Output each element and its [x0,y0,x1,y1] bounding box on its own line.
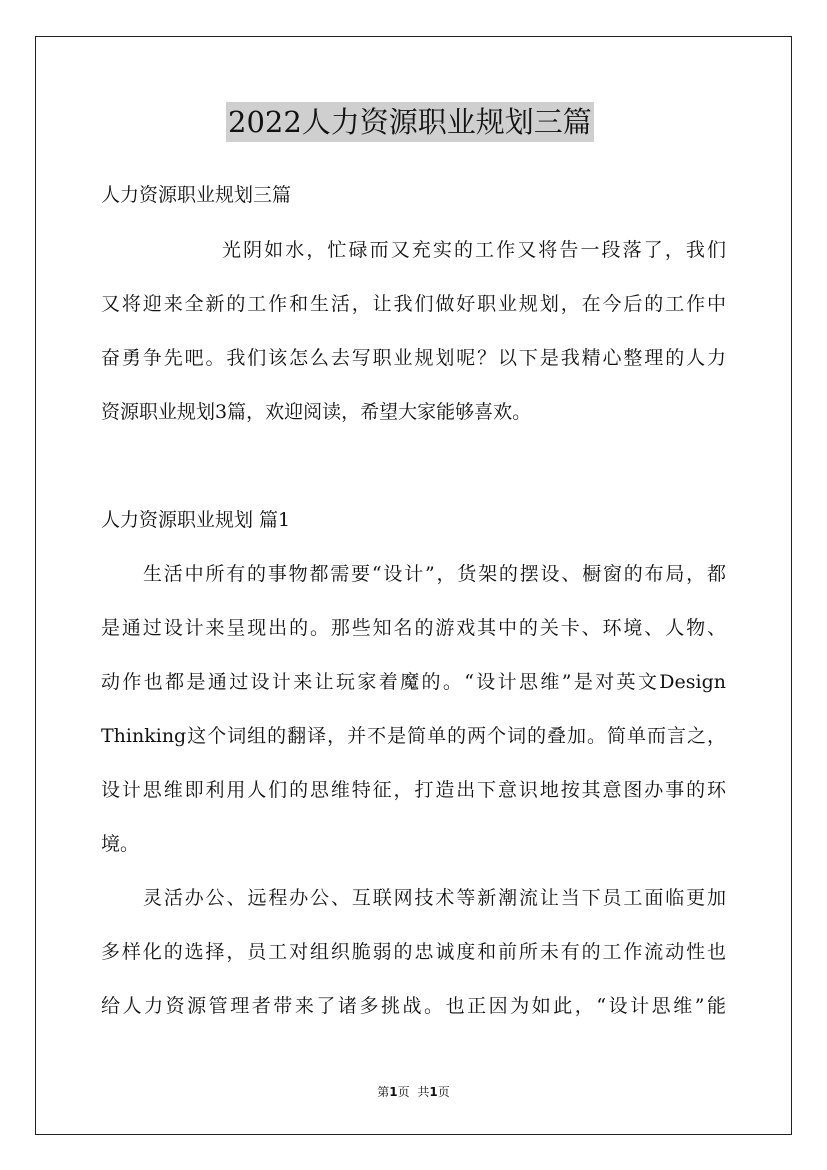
total-prefix: 共 [417,1085,430,1099]
paragraph-line: 境。 [101,833,140,855]
paragraph-line: 灵活办公、远程办公、互联网技术等新潮流让当下员工面临更加 [143,887,726,909]
document-title: 2022人力资源职业规划三篇 [226,102,594,142]
page-suffix: 页 [397,1085,410,1099]
intro-line: 又将迎来全新的工作和生活，让我们做好职业规划，在今后的工作中 [101,293,726,315]
intro-line: 奋勇争先吧。我们该怎么去写职业规划呢？以下是我精心整理的人力 [101,347,726,369]
total-pages: 1 [429,1085,438,1099]
intro-line: 光阴如水，忙碌而又充实的工作又将告一段落了，我们 [222,239,726,261]
paragraph-line: 动作也都是通过设计来让玩家着魔的。“设计思维”是对英文Design [101,671,726,693]
page-number: 1 [389,1085,398,1099]
paragraph-line: Thinking这个词组的翻译，并不是简单的两个词的叠加。简单而言之， [101,725,726,747]
intro-line: 资源职业规划3篇，欢迎阅读，希望大家能够喜欢。 [101,401,532,423]
paragraph-line: 多样化的选择，员工对组织脆弱的忠诚度和前所未有的工作流动性也 [101,941,726,963]
paragraph-line: 给人力资源管理者带来了诸多挑战。也正因为如此，“设计思维”能 [101,995,726,1017]
paragraph-line: 设计思维即利用人们的思维特征，打造出下意识地按其意图办事的环 [101,779,726,801]
section-heading: 人力资源职业规划 篇1 [101,509,291,531]
paragraph-line: 生活中所有的事物都需要“设计”，货架的摆设、橱窗的布局，都 [143,563,726,585]
document-subtitle: 人力资源职业规划三篇 [101,184,292,206]
paragraph-line: 是通过设计来呈现出的。那些知名的游戏其中的关卡、环境、人物、 [101,617,726,639]
total-suffix: 页 [437,1085,450,1099]
page-prefix: 第 [377,1085,390,1099]
page-footer [0,1084,827,1100]
